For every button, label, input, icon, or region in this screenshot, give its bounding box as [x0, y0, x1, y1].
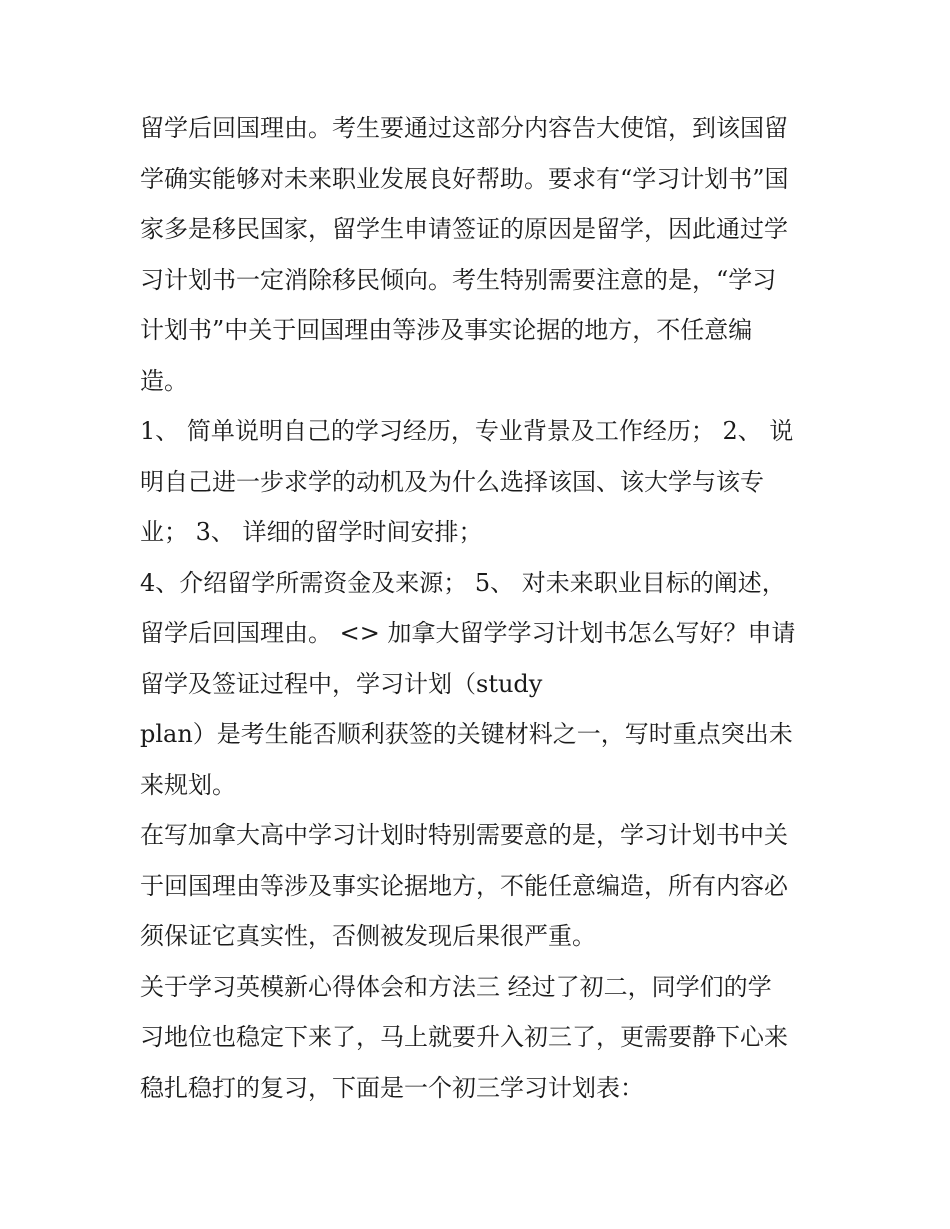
- document-body: [140, 103, 820, 1113]
- text-line: 造。: [140, 366, 188, 395]
- text-line: 留学后回国理由。考生要通过这部分内容告大使馆，到该国留: [140, 114, 788, 142]
- text-line: 计划书”中关于回国理由等涉及事实论据的地方，不任意编: [140, 316, 753, 344]
- text-line: 明自己进一步求学的动机及为什么选择该国、该大学与该专: [140, 467, 764, 496]
- text-line: 关于学习英模新心得体会和方法三 经过了初二，同学们的学: [140, 972, 772, 1001]
- text-line: 须保证它真实性，否侧被发现后果很严重。: [140, 922, 596, 950]
- text-line: 习计划书一定消除移民倾向。考生特别需要注意的是，“学习: [140, 265, 777, 294]
- text-line: 留学及签证过程中，学习计划（study: [140, 669, 543, 698]
- text-line: 来规划。: [140, 770, 236, 799]
- text-line: 习地位也稳定下来了，马上就要升入初三了，更需要静下心来: [140, 1023, 788, 1051]
- text-line: plan）是考生能否顺利获签的关键材料之一，写时重点突出未: [140, 720, 793, 748]
- text-line: 学确实能够对未来职业发展良好帮助。要求有“学习计划书”国: [140, 164, 789, 193]
- text-line: 留学后回国理由。 <> 加拿大留学学习计划书怎么写好？申请: [140, 619, 796, 647]
- text-line: 家多是移民国家，留学生申请签证的原因是留学，因此通过学: [140, 215, 788, 243]
- text-line: 4、介绍留学所需资金及来源； 5、 对未来职业目标的阐述，: [140, 568, 786, 597]
- text-line: 稳扎稳打的复习，下面是一个初三学习计划表：: [140, 1073, 644, 1102]
- text-line: 于回国理由等涉及事实论据地方，不能任意编造，所有内容必: [140, 871, 788, 900]
- text-line: 在写加拿大高中学习计划时特别需要意的是，学习计划书中关: [140, 821, 788, 849]
- text-line: 1、 简单说明自己的学习经历，专业背景及工作经历； 2、 说: [140, 417, 794, 445]
- text-line: 业； 3、 详细的留学时间安排；: [140, 518, 483, 546]
